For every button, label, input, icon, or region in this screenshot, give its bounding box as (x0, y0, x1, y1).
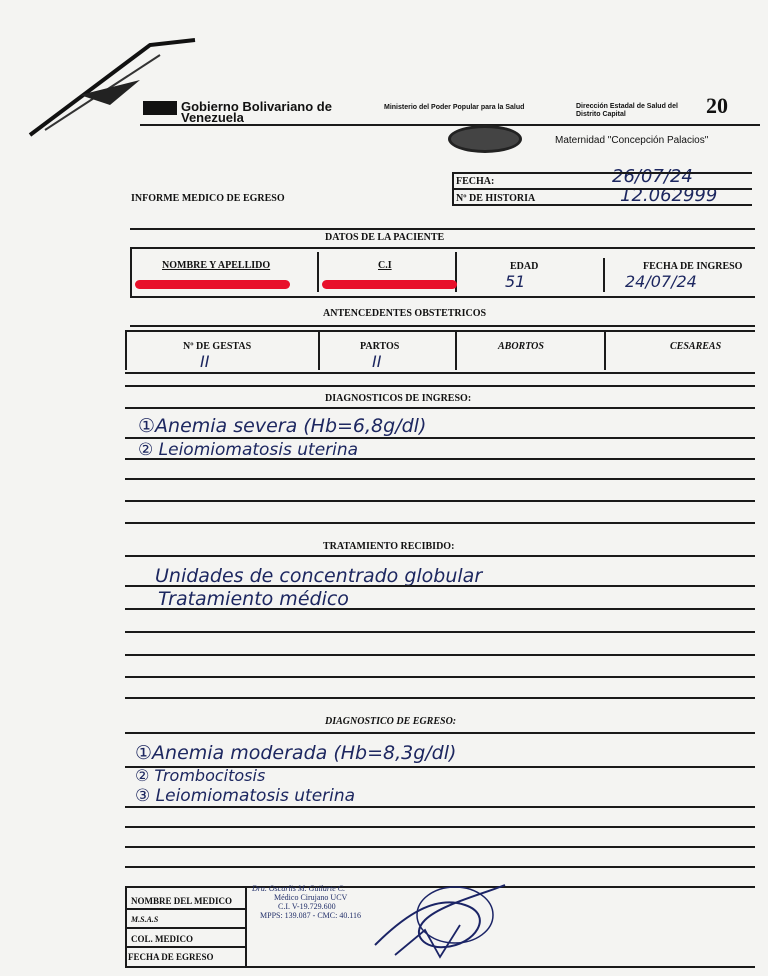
form-title: INFORME MEDICO DE EGRESO (131, 193, 285, 204)
obstetric-section-title: ANTENCEDENTES OBSTETRICOS (323, 308, 487, 319)
diag-egreso-title: DIAGNOSTICO DE EGRESO: (325, 716, 457, 727)
redacted-ci (322, 280, 457, 289)
diag-egreso-line1: ①Anemia moderada (Hb=8,3g/dl) (135, 742, 457, 764)
direction-name: Dirección Estadal de Salud del Distrito Capital (576, 103, 678, 118)
historia-label: Nº DE HISTORIA (456, 193, 536, 204)
stamp-mpps: MPPS: 139.087 - CMC: 40.116 (260, 911, 362, 920)
partos-value: II (372, 352, 382, 371)
redacted-name (135, 280, 290, 289)
msas-label: M.S.A.S (131, 915, 159, 924)
diag-egreso-line3: ③ Leiomiomatosis uterina (135, 786, 356, 806)
col-edad: EDAD (510, 261, 539, 272)
gestas-value: II (200, 352, 210, 371)
fecha-value: 26/07/24 (612, 166, 693, 187)
signature (365, 875, 515, 965)
page-number: 20 (706, 93, 728, 118)
tratamiento-title: TRATAMIENTO RECIBIDO: (323, 541, 455, 552)
col-fecha-ingreso: FECHA DE INGRESO (643, 261, 743, 272)
maternity-name: Maternidad "Concepción Palacios" (555, 135, 709, 146)
nombre-medico-label: NOMBRE DEL MEDICO (131, 896, 233, 906)
fecha-label: FECHA: (456, 176, 495, 187)
stamp-name: Dra. Oscarlis M. Guilarte C. (252, 884, 346, 893)
gov-name: Gobierno Bolivariano de Venezuela (181, 99, 332, 125)
col-partos: PARTOS (360, 341, 400, 352)
fecha-egreso-label: FECHA DE EGRESO (128, 952, 214, 962)
gov-logo (143, 101, 177, 115)
col-ci: C.I (378, 260, 392, 271)
col-gestas: Nº DE GESTAS (183, 341, 252, 352)
tratamiento-line1: Unidades de concentrado globular (155, 565, 483, 587)
stamp-title: Médico Cirujano UCV (274, 893, 348, 902)
maternity-logo (448, 125, 522, 153)
diag-egreso-line2: ② Trombocitosis (135, 766, 266, 785)
diag-ingreso-title: DIAGNOSTICOS DE INGRESO: (325, 393, 472, 404)
edad-value: 51 (505, 272, 526, 291)
patient-section-title: DATOS DE LA PACIENTE (325, 232, 445, 243)
col-medico-label: COL. MEDICO (131, 934, 194, 944)
fecha-ingreso-value: 24/07/24 (625, 272, 697, 291)
col-abortos: ABORTOS (498, 341, 544, 352)
col-cesareas: CESAREAS (670, 341, 722, 352)
stamp-ci: C.I. V-19.729.600 (278, 902, 336, 911)
diag-ingreso-line2: ② Leiomiomatosis uterina (138, 440, 359, 460)
ministry-name: Ministerio del Poder Popular para la Salud (384, 104, 525, 111)
diag-ingreso-line1: ①Anemia severa (Hb=6,8g/dl) (138, 415, 427, 437)
scan-artifact (20, 35, 200, 145)
historia-value: 12.062999 (620, 185, 718, 206)
col-name: NOMBRE Y APELLIDO (162, 260, 271, 271)
tratamiento-line2: Tratamiento médico (158, 588, 349, 610)
